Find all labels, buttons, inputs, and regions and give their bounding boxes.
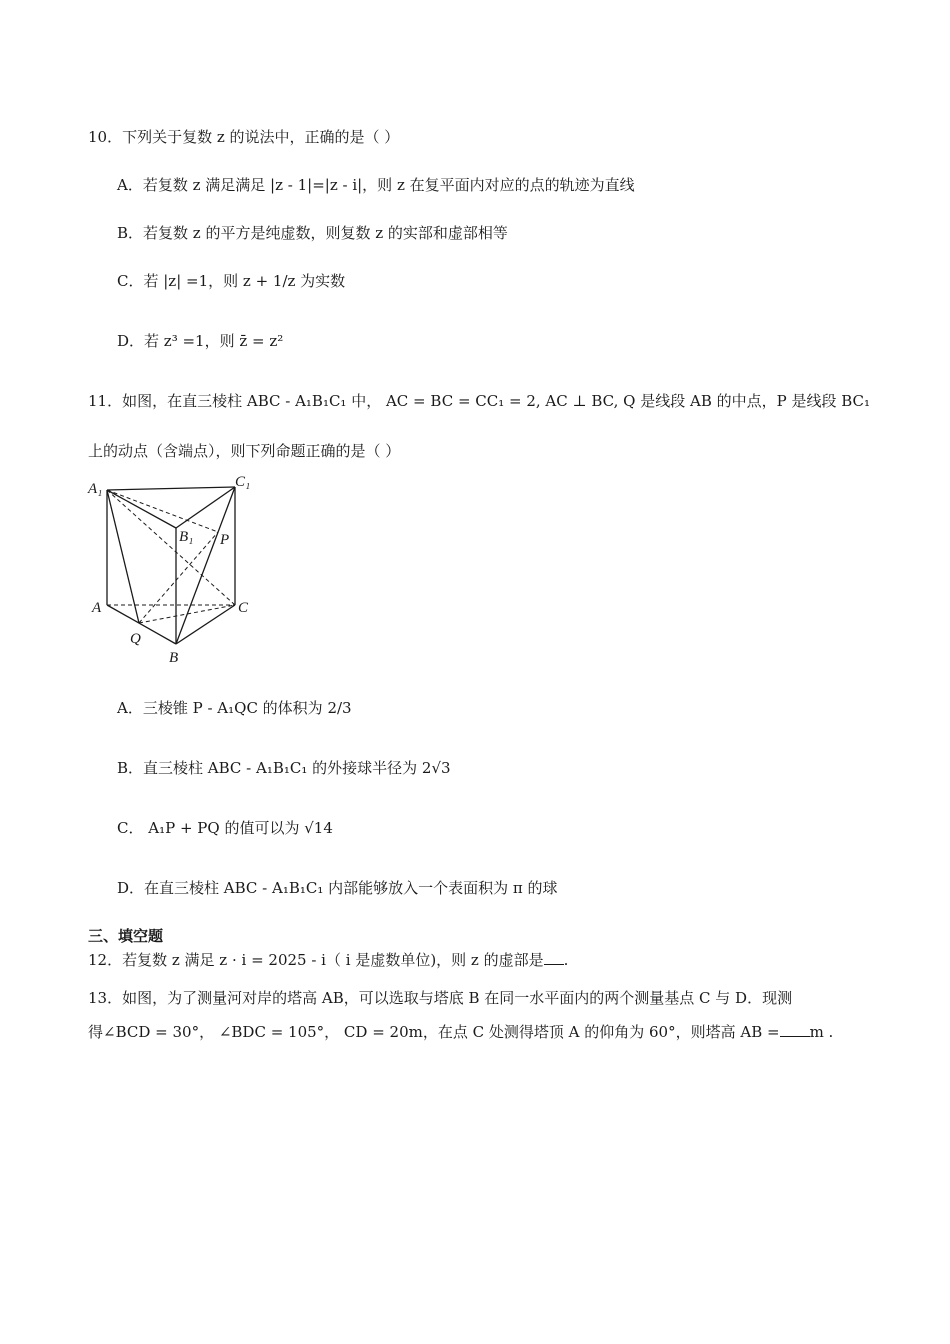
q11-stem-line-2: 上的动点（含端点），则下列命题正确的是（ ） — [88, 442, 401, 460]
q12-text: 12．若复数 z 满足 z · i = 2025 - i（ i 是虚数单位)，则 z 的虚部是 — [88, 951, 544, 969]
prism-figure — [84, 472, 264, 668]
q10-stem: 10．下列关于复数 z 的说法中，正确的是（ ） — [88, 128, 400, 146]
q10-option-a: A．若复数 z 满足满足 |z - 1|=|z - i|，则 z 在复平面内对应的点的轨迹为直线 — [117, 176, 635, 194]
q12-line: 12．若复数 z 满足 z · i = 2025 - i（ i 是虚数单位)，则 z 的虚部是 . — [88, 951, 569, 969]
q13-answer-blank[interactable] — [780, 1022, 810, 1037]
hidden-edge-q-p — [139, 532, 218, 623]
label-c1: C₁ — [235, 474, 251, 490]
edge-a-b — [107, 605, 176, 644]
edge-a1-b1 — [107, 490, 176, 528]
q11-option-b: B．直三棱柱 ABC - A₁B₁C₁ 的外接球半径为 2√3 — [117, 759, 451, 777]
label-c: C — [238, 600, 249, 616]
edge-a1-q — [107, 490, 139, 623]
label-a1: A₁ — [88, 481, 103, 497]
label-b1: B₁ — [179, 529, 194, 545]
edge-a1-c1 — [107, 487, 235, 490]
q10-option-c: C．若 |z| =1，则 z + 1/z 为实数 — [117, 272, 346, 290]
edge-b-c — [176, 605, 235, 644]
label-p: P — [220, 532, 230, 548]
edge-b1-c1 — [176, 487, 235, 528]
label-q: Q — [130, 631, 141, 647]
hidden-edge-a1-c — [107, 490, 235, 605]
q10-option-b: B．若复数 z 的平方是纯虚数，则复数 z 的实部和虚部相等 — [117, 224, 508, 242]
section-heading: 三、填空题 — [88, 927, 164, 945]
q13-line-1: 13．如图，为了测量河对岸的塔高 AB，可以选取与塔底 B 在同一水平面内的两个测量基点 C 与 D．现测 — [88, 989, 793, 1007]
q11-option-c: C． A₁P + PQ 的值可以为 √14 — [117, 819, 333, 837]
q10-option-d: D．若 z³ =1，则 z̄ = z² — [117, 332, 284, 350]
q13-line-2 — [88, 1021, 833, 1043]
label-a: A — [92, 600, 102, 616]
q11-stem-line-1: 11．如图，在直三棱柱 ABC - A₁B₁C₁ 中， AC = BC = CC₁ = 2, AC ⊥ BC, Q 是线段 AB 的中点，P 是线段 BC₁ — [88, 392, 871, 410]
q11-option-d: D．在直三棱柱 ABC - A₁B₁C₁ 内部能够放入一个表面积为 π 的球 — [117, 879, 558, 897]
edge-b-c1 — [176, 487, 235, 644]
q12-answer-blank[interactable] — [544, 950, 564, 965]
q13-text: 得∠BCD = 30°， ∠BDC = 105°， CD = 20m，在点 C 处测得塔顶 A 的仰角为 60°，则塔高 AB = — [88, 1023, 780, 1041]
q13-unit: m . — [809, 1023, 834, 1041]
label-b: B — [169, 650, 179, 666]
q11-option-a: A．三棱锥 P - A₁QC 的体积为 2/3 — [117, 699, 352, 717]
